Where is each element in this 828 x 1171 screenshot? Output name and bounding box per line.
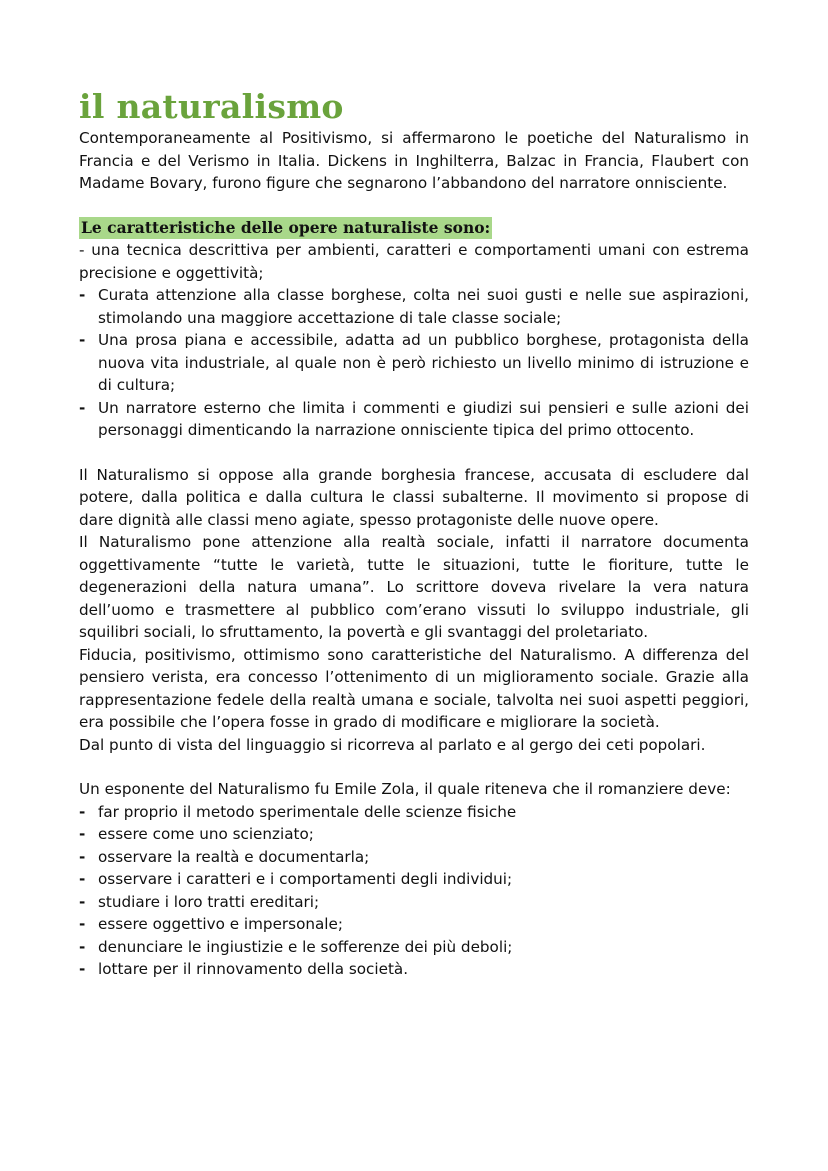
- body-paragraph: Il Naturalismo pone attenzione alla realtà sociale, infatti il narratore documenta oggettivamente “tutte le varietà, tutte le situazioni, tutte le fioriture, tutte le degenerazioni della natura umana”. Lo scrittore doveva rivelare la vera natura dell’uomo e trasmettere al pubblico com’erano vissuti lo sviluppo industriale, gli squilibri sociali, lo sfruttamento, la povertà e gli svantaggi del proletariato.: [79, 533, 749, 641]
- list-item: - Curata attenzione alla classe borghese, colta nei suoi gusti e nelle sue aspirazioni, stimolando una maggiore accettazione di tale classe sociale;: [79, 284, 749, 329]
- list-item: - denunciare le ingiustizie e le sofferenze dei più deboli;: [79, 936, 749, 959]
- document-body: [79, 88, 749, 981]
- intro-paragraph: Contemporaneamente al Positivismo, si affermarono le poetiche del Naturalismo in Francia e del Verismo in Italia. Dickens in Inghilterra, Balzac in Francia, Flaubert con Madame Bovary, furono figure che segnarono l’abbandono del narratore onnisciente.: [79, 129, 749, 192]
- page-title: il naturalismo: [79, 87, 344, 126]
- body-paragraph: Il Naturalismo si oppose alla grande borghesia francese, accusata di escludere dal potere, dalla politica e dalla cultura le classi subalterne. Il movimento si propose di dare dignità alle classi meno agiate, spesso protagoniste delle nuove opere.: [79, 465, 749, 529]
- features-heading: Le caratteristiche delle opere naturaliste sono:: [79, 217, 492, 240]
- body-paragraph: Fiducia, positivismo, ottimismo sono caratteristiche del Naturalismo. A differenza del pensiero verista, era concesso l’ottenimento di un miglioramento sociale. Grazie alla rappresentazione fedele della realtà umana e sociale, talvolta nei suoi aspetti peggiori, era possibile che l’opera fosse in grado di modificare e migliorare la società.: [79, 645, 749, 731]
- list-item: - Un narratore esterno che limita i commenti e giudizi sui pensieri e sulle azioni dei personaggi dimenticando la narrazione onnisciente tipica del primo ottocento.: [79, 397, 749, 442]
- features-list: [79, 284, 749, 442]
- body-paragraph: Dal punto di vista del linguaggio si ricorreva al parlato e al gergo dei ceti popolari.: [79, 735, 706, 754]
- spacer: [79, 756, 749, 778]
- spacer: [79, 442, 749, 464]
- list-item: - essere come uno scienziato;: [79, 823, 749, 846]
- list-item: - studiare i loro tratti ereditari;: [79, 891, 749, 914]
- zola-intro: Un esponente del Naturalismo fu Emile Zola, il quale riteneva che il romanziere deve:: [79, 780, 731, 798]
- zola-list: [79, 801, 749, 981]
- list-item: - osservare i caratteri e i comportamenti degli individui;: [79, 868, 749, 891]
- list-item: - osservare la realtà e documentarla;: [79, 846, 749, 869]
- list-item: - far proprio il metodo sperimentale delle scienze fisiche: [79, 801, 749, 824]
- features-first-item: - una tecnica descrittiva per ambienti, caratteri e comportamenti umani con estrema precisione e oggettività;: [79, 241, 749, 282]
- list-item: - essere oggettivo e impersonale;: [79, 913, 749, 936]
- list-item: - Una prosa piana e accessibile, adatta ad un pubblico borghese, protagonista della nuova vita industriale, al quale non è però richiesto un livello minimo di istruzione e di cultura;: [79, 329, 749, 397]
- list-item: - lottare per il rinnovamento della società.: [79, 958, 749, 981]
